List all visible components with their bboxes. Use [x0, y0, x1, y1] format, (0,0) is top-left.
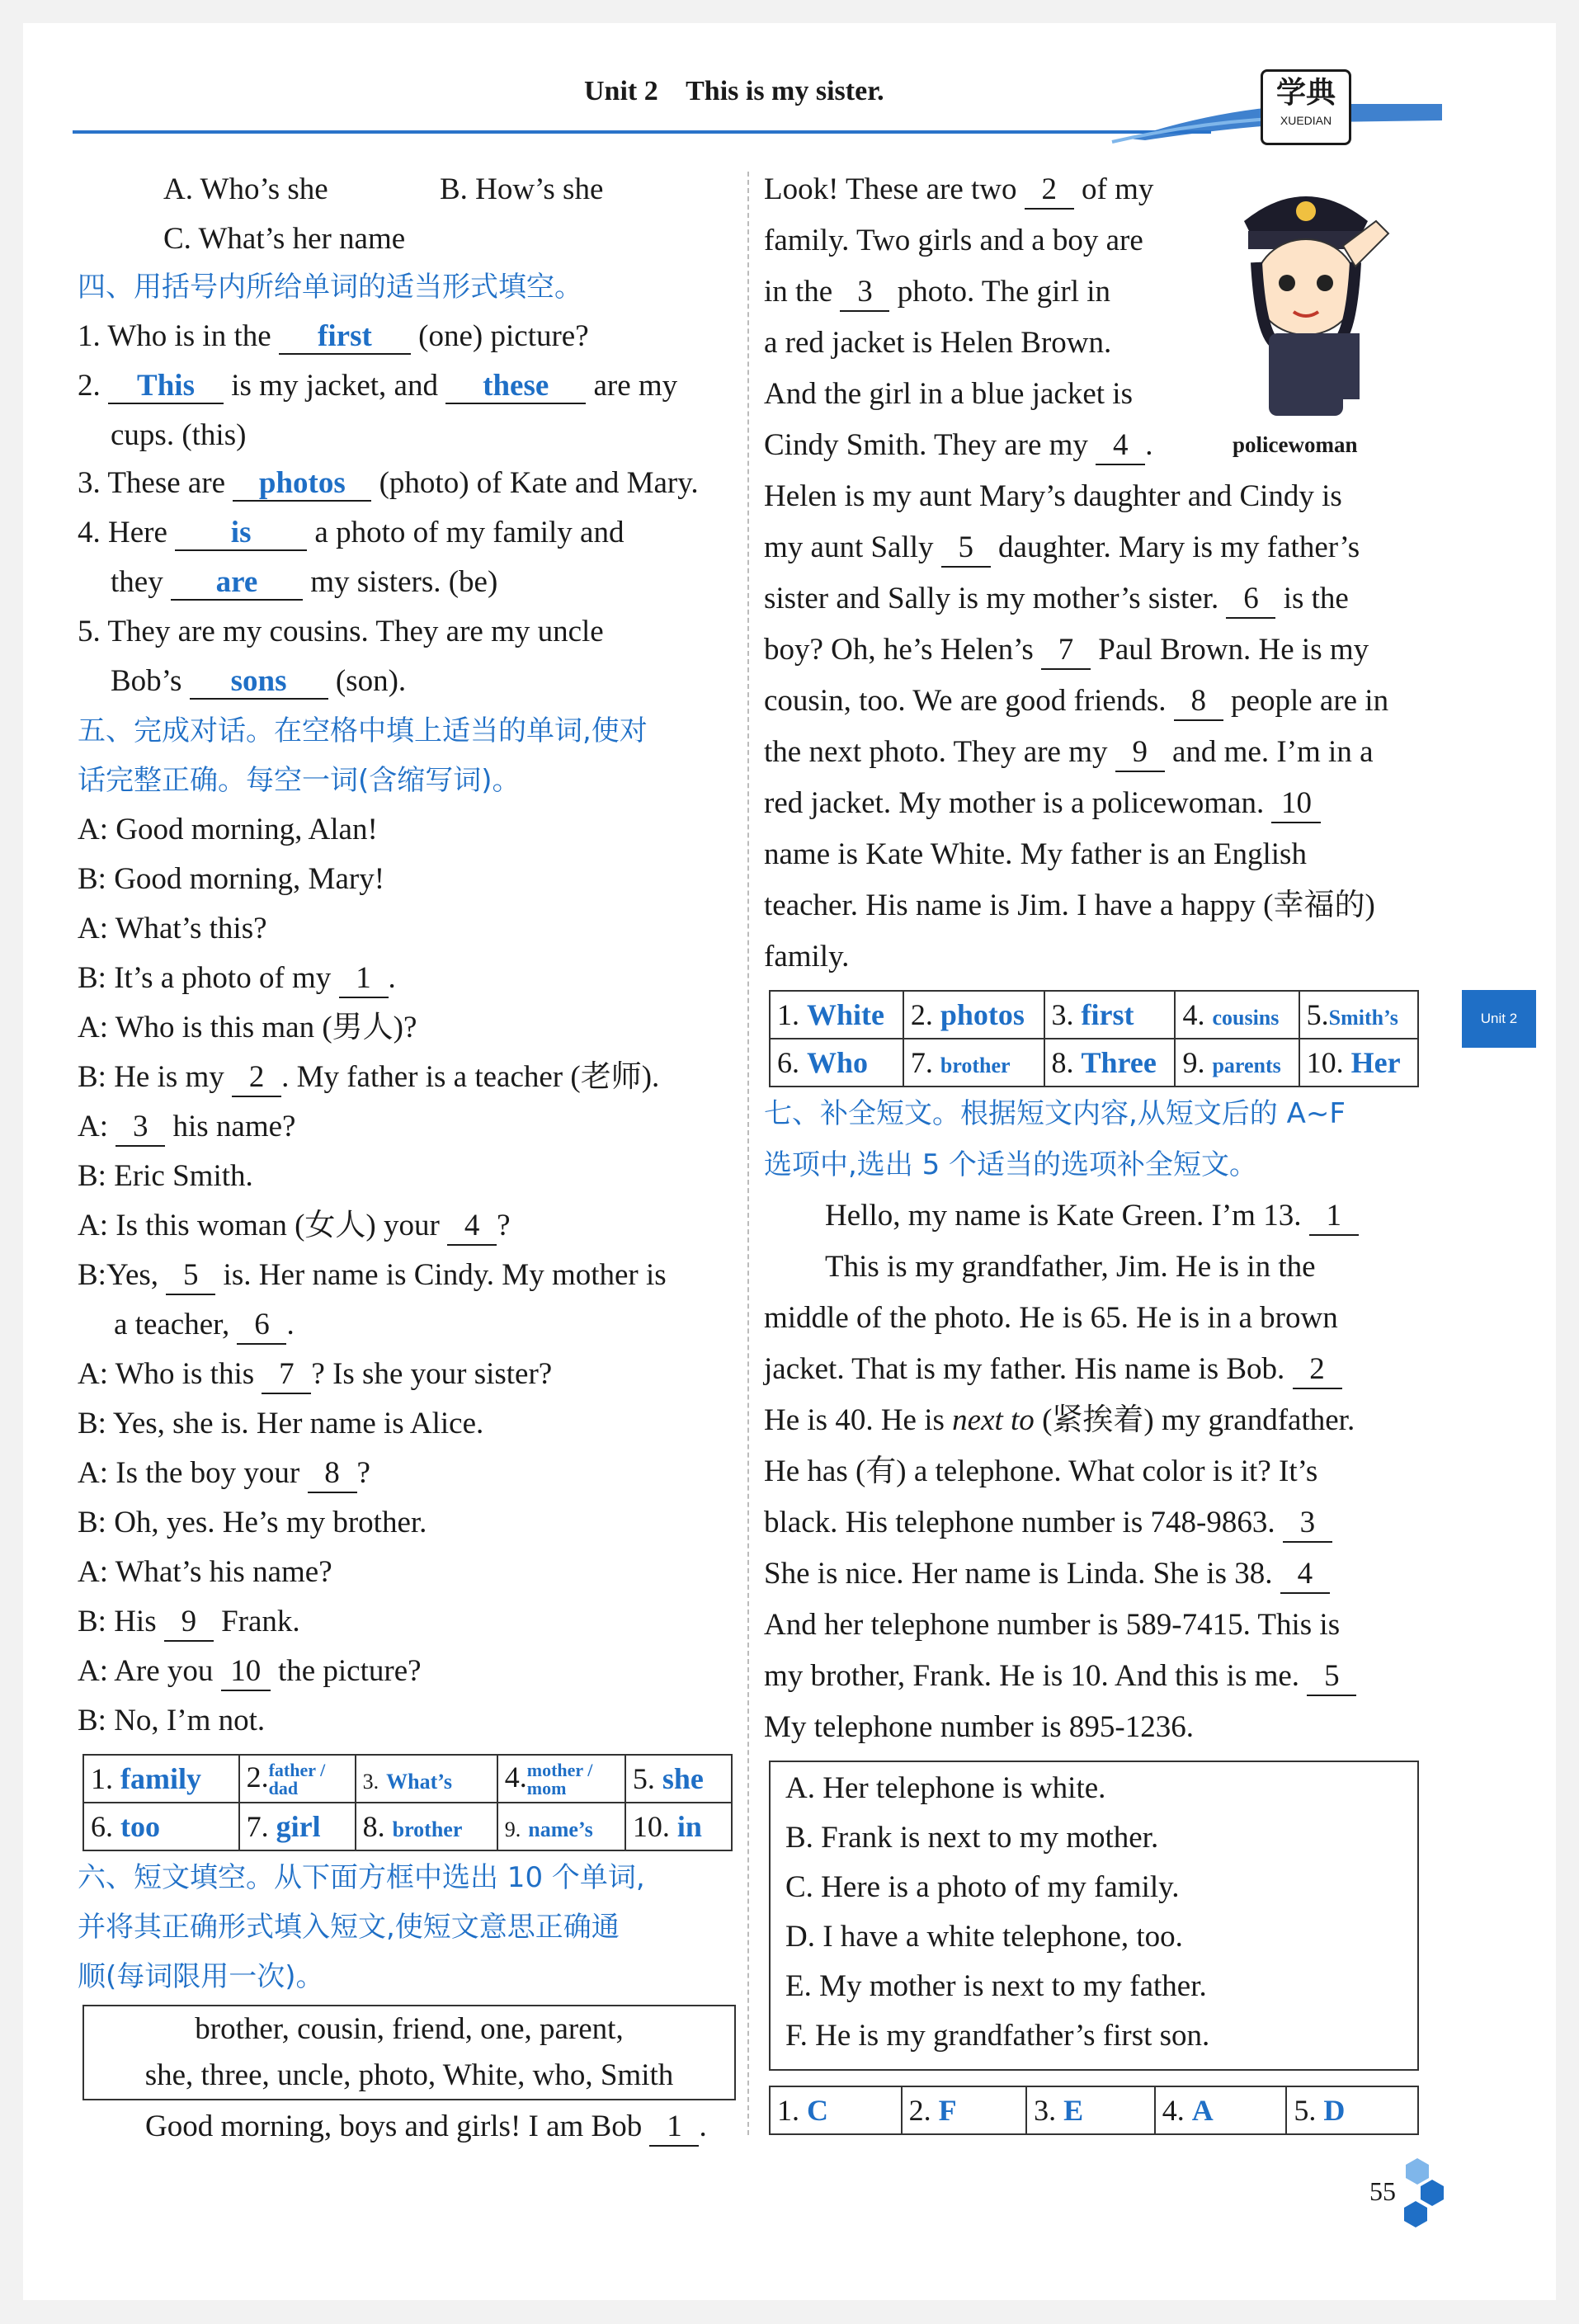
section-5-title-2: 话完整正确。每空一词(含缩写词)。 [78, 764, 521, 797]
option-line: E. My mother is next to my father. [785, 1969, 1207, 2003]
word-box [82, 2005, 736, 2100]
answer: Smith’s [1328, 1006, 1398, 1030]
blank-number: 9 [1115, 734, 1165, 772]
logo-sub: XUEDIAN [1280, 114, 1332, 127]
answer: parents [1212, 1054, 1281, 1077]
answer: girl [276, 1810, 321, 1843]
answer: photos [940, 998, 1025, 1031]
dialog-line: A: Who is this man (男人)? [78, 1011, 417, 1044]
dialog-line: B: Good morning, Mary! [78, 862, 385, 896]
column-divider [747, 172, 749, 2135]
passage-line: in the 3 photo. The girl in [764, 274, 1110, 312]
blank-number: 1 [339, 960, 389, 998]
passage-line: My telephone number is 895-1236. [764, 1710, 1194, 1744]
logo-text: 学典 [1275, 75, 1336, 110]
dialog-line: B: Oh, yes. He’s my brother. [78, 1506, 427, 1539]
answer-table-5: 1. family 2.father / dad 3. What’s 4.mother / mom 5. she 6. too 7. girl 8. brother 9. name’s 10. in [82, 1754, 733, 1851]
section-6-title-1: 六、短文填空。从下面方框中选出 10 个单词, [78, 1861, 645, 1894]
page [23, 23, 1556, 2300]
answer: What’s [386, 1770, 453, 1794]
passage-line: my brother, Frank. He is 10. And this is me. 5 [764, 1658, 1356, 1696]
passage-line: cousin, too. We are good friends. 8 people are in [764, 683, 1388, 721]
passage-line: name is Kate White. My father is an English [764, 837, 1307, 871]
s4-q1: 1. Who is in the first (one) picture? [78, 319, 589, 353]
blank-number: 3 [115, 1109, 165, 1147]
blank-number: 10 [1271, 785, 1321, 823]
logo [1261, 69, 1351, 145]
side-tab: Unit 2 [1462, 990, 1536, 1048]
image-caption: policewoman [1233, 432, 1358, 457]
word-box-line: brother, cousin, friend, one, parent, [195, 2012, 624, 2046]
word-box-line: she, three, uncle, photo, White, who, Smith [144, 2058, 674, 2092]
blank-number: 1 [649, 2109, 699, 2147]
dialog-line: B: His 9 Frank. [78, 1604, 300, 1642]
section-6-title-2: 并将其正确形式填入短文,使短文意思正确通 [78, 1911, 620, 1944]
policewoman-illustration [1211, 172, 1401, 419]
blank-number: 9 [164, 1604, 214, 1642]
header-swoosh [73, 97, 1442, 147]
answer: family [120, 1762, 201, 1795]
answer: too [120, 1810, 160, 1843]
blank-number: 4 [1280, 1556, 1330, 1594]
dialog-line: A: Is this woman (女人) your 4 ? [78, 1208, 511, 1246]
answer-table-7: 1. C 2. F 3. E 4. A 5. D [769, 2086, 1419, 2135]
blank-number: 7 [262, 1356, 311, 1394]
blank-number: 3 [840, 274, 889, 312]
dialog-line: B: Eric Smith. [78, 1159, 253, 1193]
blank-number: 5 [1307, 1658, 1356, 1696]
dialog-line: A: Is the boy your 8 ? [78, 1455, 370, 1493]
passage-line: black. His telephone number is 748-9863. 3 [764, 1505, 1332, 1543]
blank-number: 6 [237, 1307, 286, 1345]
answer: Who [807, 1046, 869, 1079]
passage-line: family. [764, 940, 850, 973]
answer: This [108, 370, 224, 404]
answer: first [1081, 998, 1134, 1031]
passage-line: sister and Sally is my mother’s sister. 6 is the [764, 581, 1349, 619]
answer: in [676, 1810, 702, 1843]
passage-line: a red jacket is Helen Brown. [764, 326, 1112, 360]
answer-table-6: 1. White 2. photos 3. first 4. cousins 5.Smith’s 6. Who 7. brother 8. Three 9. parents 10. Her [769, 990, 1419, 1087]
blank-number: 5 [166, 1257, 215, 1295]
answer: she [662, 1762, 704, 1795]
dialog-line: B: No, I’m not. [78, 1704, 266, 1737]
passage-line: Look! These are two 2 of my [764, 172, 1153, 210]
passage-line: And the girl in a blue jacket is [764, 377, 1133, 411]
dialog-line: A: What’s this? [78, 912, 267, 945]
section-6-title-3: 顺(每词限用一次)。 [78, 1960, 324, 1993]
section-7-title-1: 七、补全短文。根据短文内容,从短文后的 A~F [764, 1097, 1346, 1130]
s4-q5: 5. They are my cousins. They are my uncle [78, 615, 604, 648]
passage-line: This is my grandfather, Jim. He is in the [825, 1250, 1316, 1284]
blank-number: 2 [1293, 1351, 1342, 1389]
blank-number: 6 [1226, 581, 1275, 619]
answer: D [1323, 2094, 1346, 2127]
section-7-title-2: 选项中,选出 5 个适当的选项补全短文。 [764, 1148, 1258, 1181]
passage-line: the next photo. They are my 9 and me. I’m in a [764, 734, 1374, 772]
dialog-line: A: Who is this 7 ? Is she your sister? [78, 1356, 552, 1394]
passage-line: red jacket. My mother is a policewoman. 10 [764, 785, 1321, 823]
blank-number: 10 [221, 1653, 271, 1691]
option-c: C. What’s her name [163, 222, 406, 256]
dialog-line: B: He is my 2 . My father is a teacher (老师). [78, 1059, 659, 1097]
dialog-line: B: Yes, she is. Her name is Alice. [78, 1407, 484, 1440]
s4-q4: 4. Here is a photo of my family and [78, 516, 625, 549]
option-line: B. Frank is next to my mother. [785, 1821, 1159, 1855]
answer: these [445, 370, 586, 404]
blank-number: 3 [1283, 1505, 1332, 1543]
passage-line: jacket. That is my father. His name is Bob. 2 [764, 1351, 1342, 1389]
blank-number: 5 [941, 530, 991, 568]
option-a: A. Who’s she [163, 172, 328, 206]
blank-number: 8 [308, 1455, 357, 1493]
option-line: D. I have a white telephone, too. [785, 1920, 1183, 1954]
answer: brother [392, 1817, 463, 1841]
blank-number: 4 [447, 1208, 497, 1246]
dialog-line: B:Yes, 5 is. Her name is Cindy. My mother is [78, 1257, 667, 1295]
s4-q5-cont: Bob’s sons (son). [111, 664, 407, 698]
answer: cousins [1212, 1006, 1280, 1030]
passage-line: Hello, my name is Kate Green. I’m 13. 1 [825, 1198, 1359, 1236]
s4-q3: 3. These are photos (photo) of Kate and Mary. [78, 466, 699, 500]
answer: are [171, 566, 303, 601]
option-line: C. Here is a photo of my family. [785, 1870, 1180, 1904]
dialog-line: B: It’s a photo of my 1 . [78, 960, 396, 998]
dialog-line: a teacher, 6 . [114, 1307, 295, 1345]
blank-number: 1 [1309, 1198, 1359, 1236]
passage-line: He is 40. He is next to (紧挨着) my grandfather. [764, 1403, 1355, 1437]
dialog-line: A: 3 his name? [78, 1109, 295, 1147]
answer: White [807, 998, 884, 1031]
option-line: F. He is my grandfather’s first son. [785, 2019, 1210, 2053]
answer: first [279, 320, 411, 355]
s4-q2-cont: cups. (this) [111, 418, 247, 452]
passage-line: Cindy Smith. They are my 4 . [764, 427, 1152, 465]
answer: brother [940, 1054, 1011, 1077]
option-b: B. How’s she [440, 172, 604, 206]
answer: E [1063, 2094, 1084, 2127]
answer: C [807, 2094, 828, 2127]
passage-line: Good morning, boys and girls! I am Bob 1 . [145, 2109, 707, 2147]
passage-line: family. Two girls and a boy are [764, 224, 1143, 257]
blank-number: 8 [1174, 683, 1223, 721]
blank-number: 2 [232, 1059, 281, 1097]
header-title: Unit 2 This is my sister. [584, 76, 884, 106]
options-box [769, 1761, 1419, 2071]
passage-line: middle of the photo. He is 65. He is in a brown [764, 1301, 1338, 1335]
blank-number: 7 [1041, 632, 1091, 670]
answer: is [175, 516, 307, 551]
answer: name’s [528, 1817, 593, 1841]
passage-line: my aunt Sally 5 daughter. Mary is my father’s [764, 530, 1360, 568]
section-5-title-1: 五、完成对话。在空格中填上适当的单词,使对 [78, 714, 648, 747]
passage-line: And her telephone number is 589-7415. This is [764, 1608, 1341, 1642]
page-number: 55 [1369, 2176, 1396, 2206]
dialog-line: A: What’s his name? [78, 1555, 332, 1589]
answer: A [1191, 2094, 1214, 2127]
s4-q2: 2. This is my jacket, and these are my [78, 369, 678, 403]
section-4-title: 四、用括号内所给单词的适当形式填空。 [78, 271, 582, 304]
s4-q4-cont: they are my sisters. (be) [111, 565, 498, 599]
answer: Three [1081, 1046, 1157, 1079]
passage-line: teacher. His name is Jim. I have a happy (幸福的) [764, 889, 1375, 922]
dialog-line: A: Are you 10 the picture? [78, 1653, 422, 1691]
passage-line: He has (有) a telephone. What color is it? It’s [764, 1454, 1318, 1488]
dialog-line: A: Good morning, Alan! [78, 813, 378, 846]
answer: Her [1350, 1046, 1401, 1079]
option-line: A. Her telephone is white. [785, 1771, 1106, 1805]
passage-line: boy? Oh, he’s Helen’s 7 Paul Brown. He is my [764, 632, 1369, 670]
answer: sons [190, 665, 328, 700]
answer: photos [233, 467, 371, 502]
blank-number: 4 [1096, 427, 1145, 465]
passage-line: Helen is my aunt Mary’s daughter and Cindy is [764, 479, 1342, 513]
passage-line: She is nice. Her name is Linda. She is 38. 4 [764, 1556, 1330, 1594]
hexagon-decoration [1401, 2158, 1450, 2232]
answer: F [938, 2094, 957, 2127]
blank-number: 2 [1025, 172, 1074, 210]
